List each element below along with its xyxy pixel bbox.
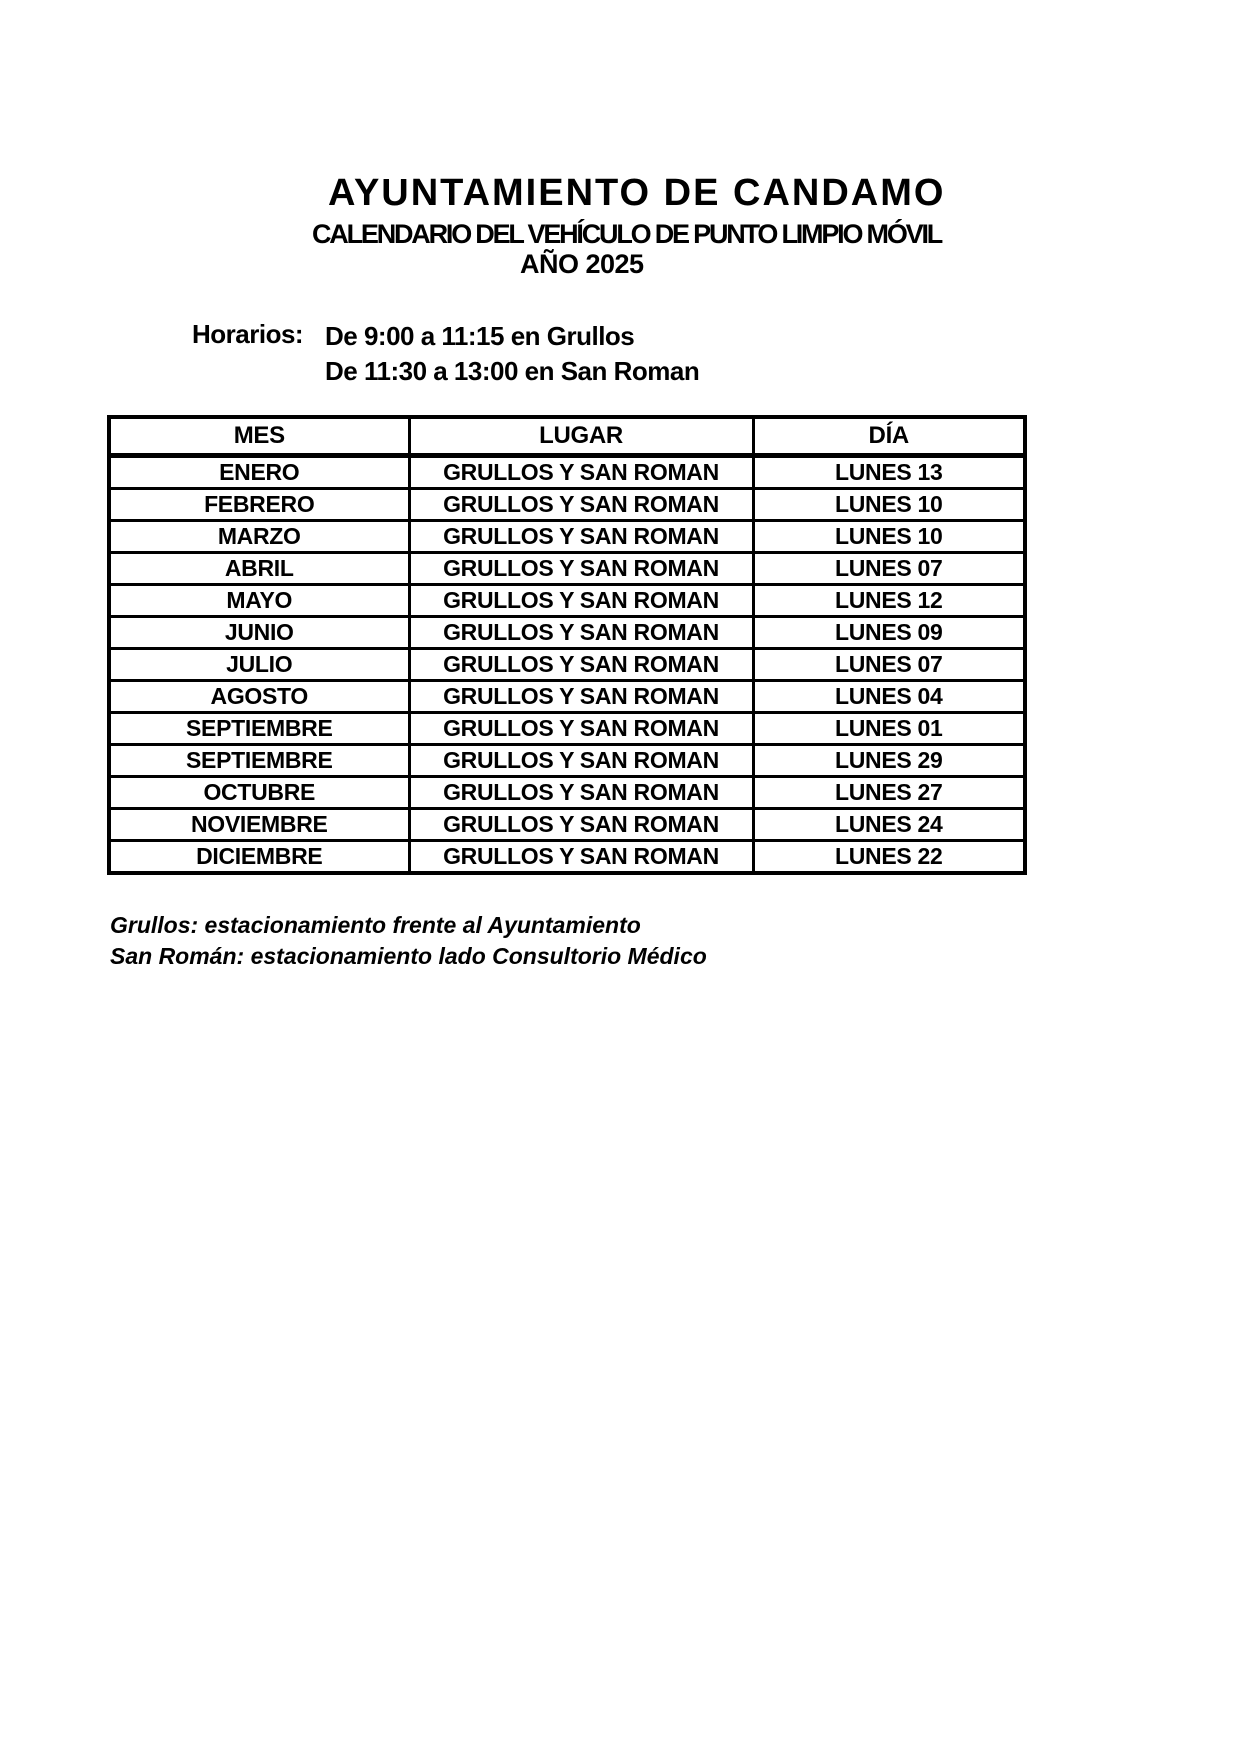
table-row bbox=[109, 745, 1025, 777]
table-cell: MARZO bbox=[109, 521, 409, 553]
header-cell-dia: DÍA bbox=[753, 417, 1025, 456]
table-cell: MAYO bbox=[109, 585, 409, 617]
table-cell: FEBRERO bbox=[109, 489, 409, 521]
table-cell: GRULLOS Y SAN ROMAN bbox=[409, 649, 753, 681]
table-row bbox=[109, 456, 1025, 489]
table-cell: LUNES 10 bbox=[753, 489, 1025, 521]
table-row bbox=[109, 809, 1025, 841]
table-cell: GRULLOS Y SAN ROMAN bbox=[409, 456, 753, 489]
document-title: AYUNTAMIENTO DE CANDAMO bbox=[328, 172, 946, 214]
table-cell: LUNES 13 bbox=[753, 456, 1025, 489]
table-cell: LUNES 22 bbox=[753, 841, 1025, 874]
table-header-row bbox=[109, 417, 1025, 456]
table-cell: ENERO bbox=[109, 456, 409, 489]
calendar-table-body bbox=[109, 456, 1025, 874]
header-cell-lugar: LUGAR bbox=[409, 417, 753, 456]
table-cell: GRULLOS Y SAN ROMAN bbox=[409, 809, 753, 841]
table-cell: ABRIL bbox=[109, 553, 409, 585]
table-cell: SEPTIEMBRE bbox=[109, 713, 409, 745]
table-cell: JULIO bbox=[109, 649, 409, 681]
document-year: AÑO 2025 bbox=[520, 249, 644, 279]
schedule-label: Horarios: bbox=[192, 319, 304, 349]
table-cell: SEPTIEMBRE bbox=[109, 745, 409, 777]
table-cell: LUNES 09 bbox=[753, 617, 1025, 649]
table-cell: AGOSTO bbox=[109, 681, 409, 713]
table-cell: GRULLOS Y SAN ROMAN bbox=[409, 681, 753, 713]
table-cell: LUNES 10 bbox=[753, 521, 1025, 553]
table-row bbox=[109, 841, 1025, 874]
table-row bbox=[109, 681, 1025, 713]
table-cell: LUNES 29 bbox=[753, 745, 1025, 777]
table-row bbox=[109, 521, 1025, 553]
table-cell: LUNES 27 bbox=[753, 777, 1025, 809]
table-cell: GRULLOS Y SAN ROMAN bbox=[409, 713, 753, 745]
schedule-line-san-roman: De 11:30 a 13:00 en San Roman bbox=[325, 356, 700, 386]
table-cell: LUNES 01 bbox=[753, 713, 1025, 745]
table-row bbox=[109, 777, 1025, 809]
table-row bbox=[109, 553, 1025, 585]
table-row bbox=[109, 617, 1025, 649]
table-cell: LUNES 07 bbox=[753, 553, 1025, 585]
header-cell-mes: MES bbox=[109, 417, 409, 456]
table-row bbox=[109, 713, 1025, 745]
table-cell: GRULLOS Y SAN ROMAN bbox=[409, 841, 753, 874]
table-cell: NOVIEMBRE bbox=[109, 809, 409, 841]
table-cell: LUNES 04 bbox=[753, 681, 1025, 713]
table-cell: GRULLOS Y SAN ROMAN bbox=[409, 521, 753, 553]
table-cell: JUNIO bbox=[109, 617, 409, 649]
table-cell: GRULLOS Y SAN ROMAN bbox=[409, 777, 753, 809]
table-cell: DICIEMBRE bbox=[109, 841, 409, 874]
table-row bbox=[109, 489, 1025, 521]
table-cell: GRULLOS Y SAN ROMAN bbox=[409, 745, 753, 777]
table-cell: GRULLOS Y SAN ROMAN bbox=[409, 617, 753, 649]
table-cell: LUNES 24 bbox=[753, 809, 1025, 841]
schedule-lines bbox=[325, 319, 699, 389]
schedule-line-grullos: De 9:00 a 11:15 en Grullos bbox=[325, 321, 635, 351]
table-cell: GRULLOS Y SAN ROMAN bbox=[409, 585, 753, 617]
table-cell: GRULLOS Y SAN ROMAN bbox=[409, 489, 753, 521]
footnotes bbox=[110, 910, 707, 972]
table-row bbox=[109, 649, 1025, 681]
table-cell: LUNES 07 bbox=[753, 649, 1025, 681]
table-cell: LUNES 12 bbox=[753, 585, 1025, 617]
note-grullos: Grullos: estacionamiento frente al Ayuntamiento bbox=[110, 912, 641, 938]
table-cell: GRULLOS Y SAN ROMAN bbox=[409, 553, 753, 585]
document-subtitle: CALENDARIO DEL VEHÍCULO DE PUNTO LIMPIO MÓVIL bbox=[312, 219, 942, 249]
note-san-roman: San Román: estacionamiento lado Consultorio Médico bbox=[110, 943, 707, 969]
calendar-table bbox=[107, 415, 1027, 875]
table-row bbox=[109, 585, 1025, 617]
table-cell: OCTUBRE bbox=[109, 777, 409, 809]
